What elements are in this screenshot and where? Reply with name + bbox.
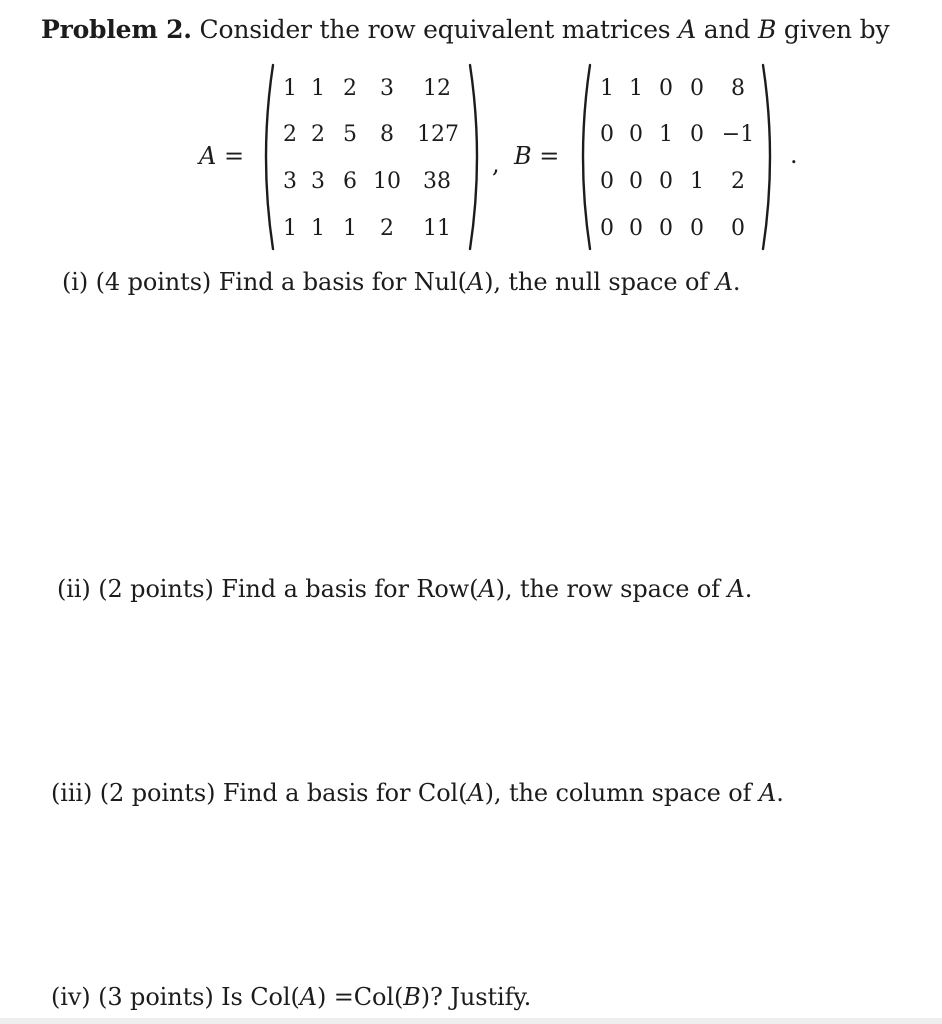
matrix-a-cell: 12 bbox=[423, 76, 451, 101]
matrix-a-cell: 1 bbox=[283, 76, 297, 101]
matrix-b-right-paren bbox=[760, 62, 780, 252]
part-symbol-end: A bbox=[715, 268, 733, 296]
part-points: (4 points) bbox=[95, 268, 212, 296]
matrix-b-cell: 1 bbox=[600, 76, 614, 101]
matrix-b-cell: 1 bbox=[690, 169, 704, 194]
part-iii bbox=[51, 777, 784, 809]
part-points: (2 points) bbox=[98, 575, 214, 603]
matrix-a-cell: 2 bbox=[283, 122, 297, 147]
matrix-a-cell: 6 bbox=[343, 169, 357, 194]
part-points: (2 points) bbox=[99, 779, 216, 807]
matrix-a-cell: 2 bbox=[311, 122, 325, 147]
heading-symbol-b: B bbox=[757, 15, 777, 44]
matrix-b-cell: 0 bbox=[600, 169, 614, 194]
matrix-a-right-paren bbox=[467, 62, 487, 252]
matrix-b-label bbox=[514, 142, 559, 170]
heading-text-after: given by bbox=[783, 15, 890, 44]
heading-and: and bbox=[703, 15, 751, 44]
part-symbol-end: A bbox=[727, 575, 745, 603]
part-text-before: Find a basis for Nul( bbox=[218, 268, 467, 296]
part-text-middle: ) =Col( bbox=[316, 983, 404, 1011]
matrix-a-cell: 3 bbox=[283, 169, 297, 194]
matrix-b-cell: 0 bbox=[600, 216, 614, 241]
heading-text-before: Consider the row equivalent matrices bbox=[199, 15, 671, 44]
matrix-b-cell: 0 bbox=[731, 216, 745, 241]
matrix-b-cell: 2 bbox=[731, 169, 745, 194]
matrix-b-cell: 1 bbox=[629, 76, 643, 101]
page-bottom-shade bbox=[0, 1018, 942, 1024]
part-symbol-end: B bbox=[403, 983, 421, 1011]
problem-label: Problem 2. bbox=[41, 15, 192, 44]
part-label: (iv) bbox=[51, 983, 91, 1011]
part-points: (3 points) bbox=[98, 983, 214, 1011]
part-text-before: Find a basis for Col( bbox=[222, 779, 468, 807]
matrix-a-cell: 1 bbox=[311, 216, 325, 241]
matrix-a-label bbox=[199, 142, 244, 170]
matrix-a-cell: 3 bbox=[311, 169, 325, 194]
matrix-a-cell: 2 bbox=[343, 76, 357, 101]
matrix-b-cell: −1 bbox=[721, 122, 755, 147]
part-text-end: . bbox=[776, 779, 784, 807]
matrix-b-cell: 0 bbox=[659, 169, 673, 194]
matrix-a-cell: 127 bbox=[417, 122, 459, 147]
matrix-b-cell: 0 bbox=[629, 216, 643, 241]
part-iv bbox=[51, 981, 531, 1013]
heading-symbol-a: A bbox=[678, 15, 697, 44]
matrix-a-equals: = bbox=[223, 142, 245, 170]
part-text-middle: ), the column space of bbox=[484, 779, 752, 807]
matrix-a-cell: 2 bbox=[380, 216, 394, 241]
part-label: (iii) bbox=[51, 779, 93, 807]
matrix-a-cell: 10 bbox=[373, 169, 401, 194]
matrix-b-cell: 0 bbox=[629, 169, 643, 194]
part-ii bbox=[57, 573, 752, 605]
matrix-a-cell: 38 bbox=[423, 169, 451, 194]
part-text-end: . bbox=[744, 575, 753, 603]
part-text-middle: ), the null space of bbox=[484, 268, 709, 296]
part-text-middle: ), the row space of bbox=[495, 575, 720, 603]
matrix-a-cell: 8 bbox=[380, 122, 394, 147]
part-label: (ii) bbox=[57, 575, 91, 603]
matrix-a-cell: 11 bbox=[423, 216, 451, 241]
matrix-separator: , bbox=[492, 150, 500, 178]
matrix-b-cell: 0 bbox=[629, 122, 643, 147]
matrix-b-cell: 0 bbox=[659, 216, 673, 241]
matrix-a-cell: 3 bbox=[380, 76, 394, 101]
part-symbol: A bbox=[478, 575, 496, 603]
matrix-b-cell: 0 bbox=[690, 122, 704, 147]
matrix-b-cell: 0 bbox=[659, 76, 673, 101]
part-text-before: Find a basis for Row( bbox=[221, 575, 479, 603]
part-text-end: . bbox=[732, 268, 741, 296]
matrix-terminator: . bbox=[790, 141, 798, 169]
matrix-b-equals: = bbox=[539, 142, 560, 170]
matrix-a-cell: 1 bbox=[311, 76, 325, 101]
problem-heading bbox=[41, 13, 889, 47]
matrix-a-cell: 5 bbox=[343, 122, 357, 147]
matrix-b-cell: 8 bbox=[731, 76, 745, 101]
part-text-end: )? Justify. bbox=[420, 983, 532, 1011]
matrix-b-cell: 1 bbox=[659, 122, 673, 147]
matrix-b-cell: 0 bbox=[690, 76, 704, 101]
matrix-a-cell: 1 bbox=[283, 216, 297, 241]
part-symbol: A bbox=[299, 983, 317, 1011]
part-symbol: A bbox=[466, 268, 485, 296]
matrix-a-symbol: A bbox=[199, 142, 217, 170]
matrix-b-cell: 0 bbox=[600, 122, 614, 147]
part-symbol: A bbox=[467, 779, 485, 807]
matrix-b-cell: 0 bbox=[690, 216, 704, 241]
matrix-a-cell: 1 bbox=[343, 216, 357, 241]
part-i bbox=[62, 266, 740, 298]
part-symbol-end: A bbox=[758, 779, 777, 807]
part-label: (i) bbox=[62, 268, 89, 296]
part-text-before: Is Col( bbox=[221, 983, 300, 1011]
matrix-b-symbol: B bbox=[514, 142, 532, 170]
